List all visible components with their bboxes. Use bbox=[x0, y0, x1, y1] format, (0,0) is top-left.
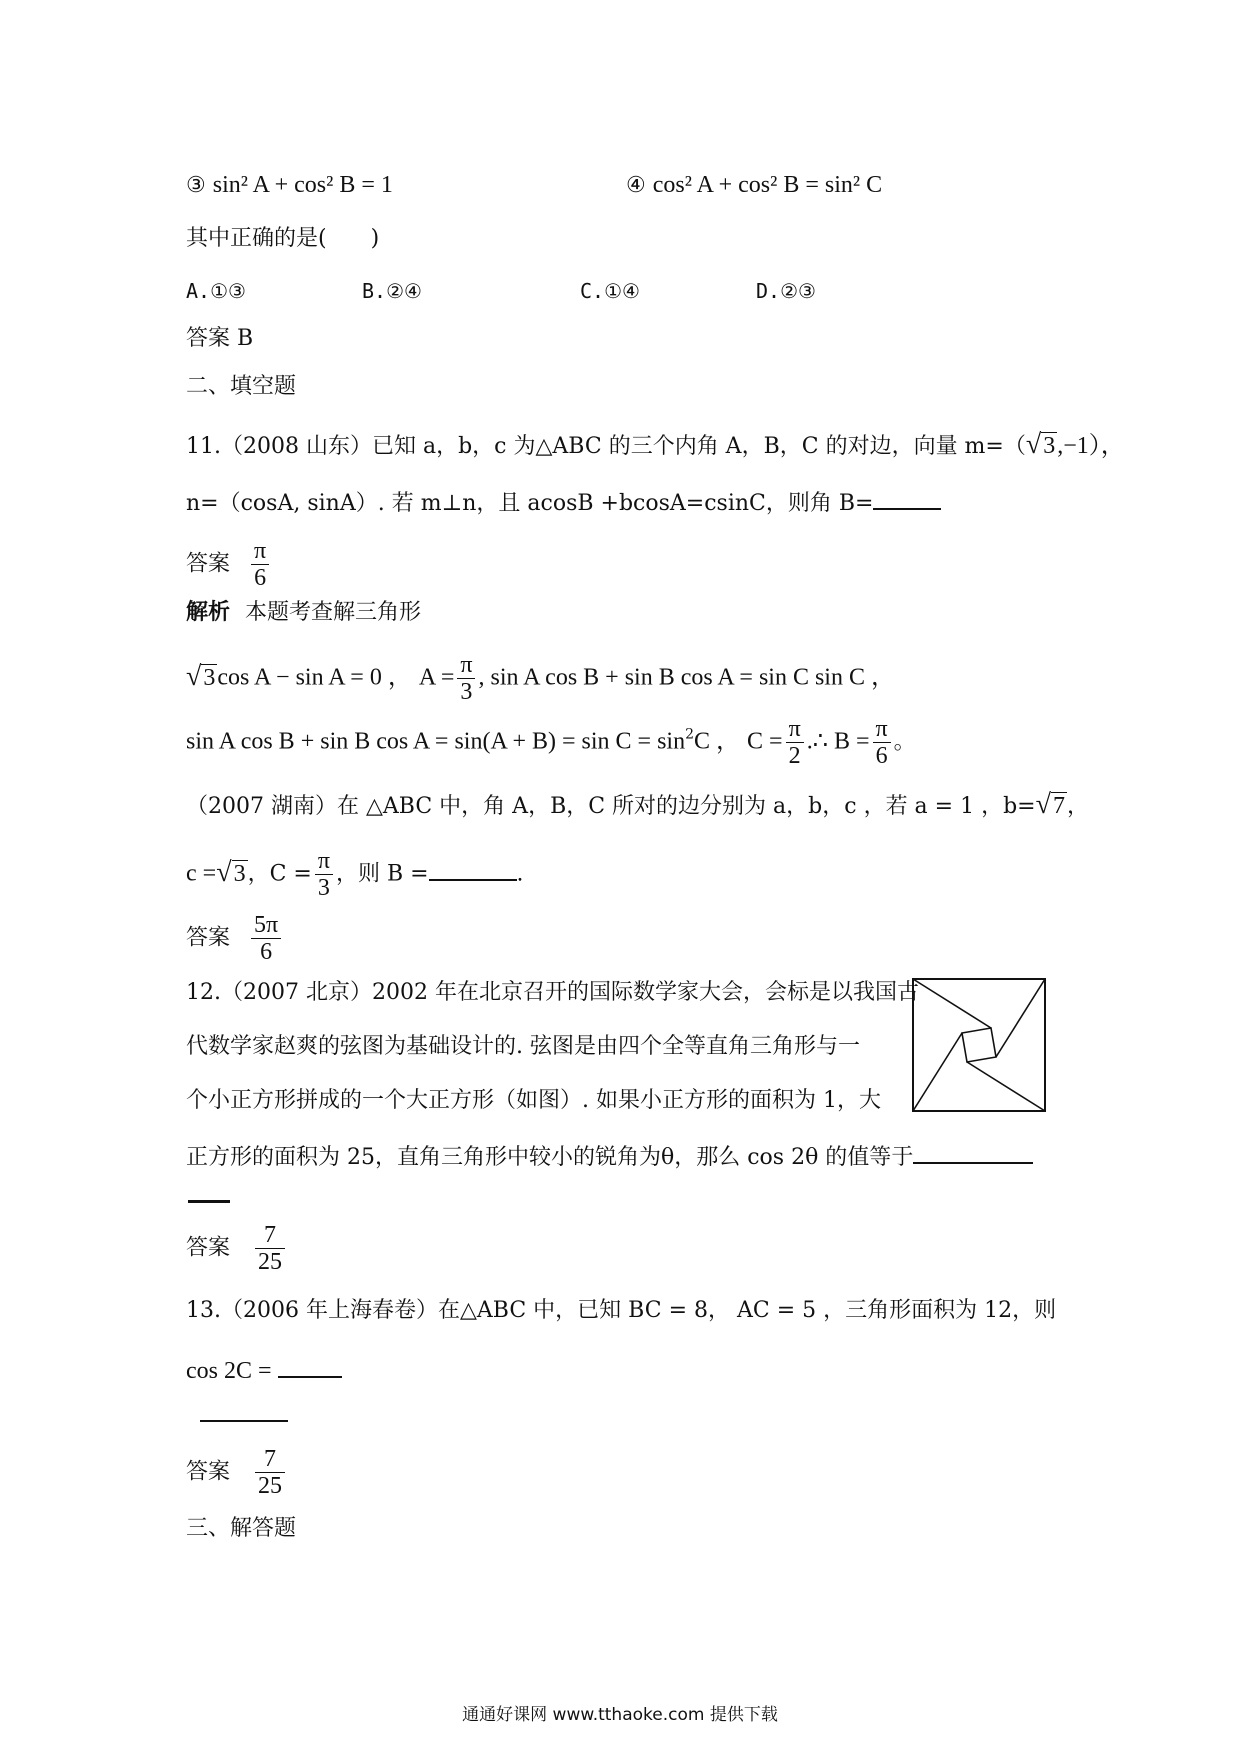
item-3 bbox=[186, 170, 393, 201]
small-square bbox=[962, 1028, 996, 1062]
q11-line1 bbox=[186, 430, 1125, 462]
q12-answer: 答案 $\frac{7}{25}$ bbox=[186, 1222, 288, 1275]
q12-line2: 代数学家赵爽的弦图为基础设计的. 弦图是由四个全等直角三角形与一 bbox=[186, 1034, 860, 1059]
q13-line2: cos 2C = bbox=[186, 1354, 342, 1387]
fraction: $\frac{5\pi}{6}$ bbox=[251, 912, 281, 965]
sqrt-3: √3 bbox=[216, 856, 246, 888]
answer-blank bbox=[913, 1140, 1033, 1164]
q11-line2-text: n=（cosA, sinA）. 若 m⊥n，且 acosB +bcosA=csinC，则角 B= bbox=[186, 491, 874, 516]
zhao-shuang-string-diagram bbox=[912, 978, 1046, 1112]
q11-answer bbox=[186, 538, 272, 591]
triangle-edge bbox=[913, 979, 991, 1028]
answer-10: 答案 B bbox=[186, 326, 254, 351]
item-4-expr: cos² A + cos² B = sin² C bbox=[652, 172, 883, 198]
q11-suffix: ,−1）， bbox=[1057, 433, 1125, 459]
section-3-heading: 三、解答题 bbox=[186, 1516, 297, 1541]
answer-blank-continuation bbox=[188, 1200, 230, 1203]
q11-text: a，b，c 为△ABC 的三个内角 A，B，C 的对边，向量 m=（ bbox=[422, 434, 1026, 459]
item-3-expr: sin² A + cos² B = 1 bbox=[212, 172, 393, 198]
q12-line3: 个小正方形拼成的一个大正方形（如图）. 如果小正方形的面积为 1，大 bbox=[186, 1088, 881, 1113]
fraction: $\frac{\pi}{6}$ bbox=[251, 538, 269, 591]
fraction: $\frac{\pi}{3}$ bbox=[315, 848, 333, 901]
q12-line4: 正方形的面积为 25，直角三角形中较小的锐角为θ，那么 cos 2θ 的值等于 bbox=[186, 1140, 1033, 1173]
fraction: $\frac{7}{25}$ bbox=[255, 1222, 285, 1275]
fraction: $\frac{\pi}{3}$ bbox=[457, 652, 475, 705]
triangle-edge bbox=[967, 1062, 1045, 1111]
q-hunan-line1: （2007 湖南）在 △ABC 中，角 A，B，C 所对的边分别为 a，b，c ，若 a = 1 ，b=√7， bbox=[186, 789, 1089, 820]
analysis-label: 解析 bbox=[186, 600, 231, 625]
sqrt-3: √3 bbox=[1025, 429, 1056, 460]
option-a: A.①③ bbox=[186, 279, 246, 303]
answer-blank bbox=[278, 1354, 342, 1378]
item-4 bbox=[626, 170, 882, 201]
q11-step2: sin A cos B + sin B $\cos A = \sin(A + B) = \sin C = \sin^2C$ ， C = $\frac{\pi}{2}$ .∴ B = $\frac{\pi}{6}$ 。 bbox=[186, 716, 916, 769]
fraction: $\frac{7}{25}$ bbox=[255, 1446, 285, 1499]
option-b: B.②④ bbox=[362, 279, 422, 303]
q13-answer: 答案 $\frac{7}{25}$ bbox=[186, 1446, 288, 1499]
q11-step1: √3cos A − sin A = 0 ， A = $\frac{\pi}{3}$ , sin A cos B + sin B cos A = sin C sin C ， bbox=[186, 652, 895, 705]
answer-label: 答案 bbox=[186, 551, 231, 577]
section-2-heading: 二、填空题 bbox=[186, 374, 297, 399]
item-4-marker: ④ bbox=[626, 173, 646, 198]
question-prompt: 其中正确的是( ) bbox=[186, 226, 380, 251]
analysis-text: 本题考查解三角形 bbox=[245, 600, 422, 625]
triangle-edge bbox=[996, 979, 1045, 1057]
answer-blank bbox=[873, 486, 941, 510]
answer-blank bbox=[429, 857, 517, 881]
q11-prefix: 11.（2008 山东）已知 bbox=[186, 434, 423, 459]
option-c: C.①④ bbox=[580, 279, 640, 303]
footer-credit: 通通好课网 www.tthaoke.com 提供下载 bbox=[462, 1705, 778, 1725]
sqrt-3: √3 bbox=[186, 660, 216, 692]
triangle-edge bbox=[913, 1033, 962, 1111]
q12-line1: 12.（2007 北京）2002 年在北京召开的国际数学家大会，会标是以我国古 bbox=[186, 980, 919, 1005]
q11-line2 bbox=[186, 486, 941, 519]
large-square bbox=[913, 979, 1045, 1111]
q-hunan-line2: c =√3，C = $\frac{\pi}{3}$ ，则 B = . bbox=[186, 848, 524, 901]
q11-analysis bbox=[186, 598, 421, 628]
option-d: D.②③ bbox=[756, 279, 816, 303]
item-3-marker: ③ bbox=[186, 173, 206, 198]
fraction: $\frac{\pi}{6}$ bbox=[873, 716, 891, 769]
sqrt-7: √7 bbox=[1035, 789, 1065, 820]
q13-line1: 13.（2006 年上海春卷）在△ABC 中，已知 BC = 8， AC = 5 ，三角形面积为 12，则 bbox=[186, 1298, 1057, 1323]
fraction: $\frac{\pi}{2}$ bbox=[786, 716, 804, 769]
answer-blank-continuation bbox=[200, 1420, 288, 1422]
q-hunan-answer: 答案 $\frac{5\pi}{6}$ bbox=[186, 912, 284, 965]
